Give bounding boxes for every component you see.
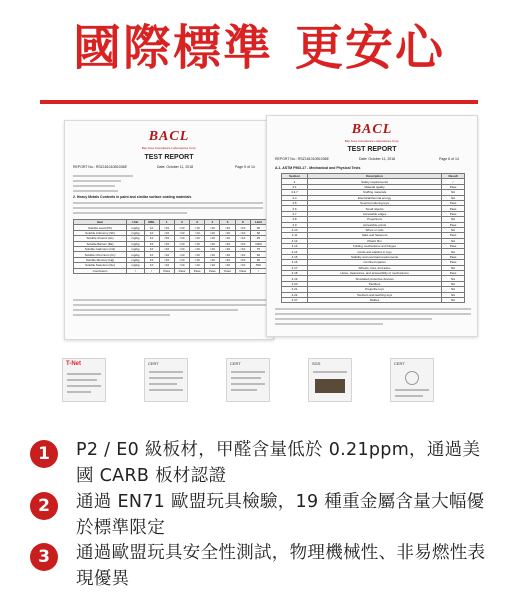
table-cell: Soluble Mercury (Hg): [74, 257, 127, 262]
column-header: Result: [442, 174, 465, 179]
table-cell: 4.14: [282, 249, 308, 254]
table-cell: Projectile toys: [308, 287, 442, 292]
table-cell: <10: [174, 252, 189, 257]
table-cell: <10: [159, 236, 174, 241]
report-page: Page 6 of 14: [439, 157, 459, 161]
report-title: TEST REPORT: [144, 154, 194, 161]
table-cell: 60: [250, 257, 266, 262]
table-cell: /: [250, 268, 266, 273]
table-cell: 60: [250, 230, 266, 235]
test-report-right: [266, 115, 478, 337]
table-cell: Pass: [442, 271, 465, 276]
bacl-logo: BACL: [148, 129, 190, 144]
table-cell: <10: [220, 252, 235, 257]
footer-lines: [73, 299, 267, 319]
table-cell: Safety requirements: [308, 179, 442, 184]
table-cell: <10: [190, 241, 205, 246]
table-cell: Pass: [159, 268, 174, 273]
table-cell: <10: [190, 230, 205, 235]
table-cell: 4: [282, 179, 308, 184]
table-cell: NA: [442, 297, 465, 302]
table-cell: <10: [205, 241, 220, 246]
table-cell: 4.22: [282, 292, 308, 297]
table-cell: mg/kg: [127, 241, 145, 246]
table-cell: <10: [235, 230, 250, 235]
report-date: Date: October 11, 2018: [157, 165, 194, 169]
column-header: Section: [282, 174, 308, 179]
table-cell: 4.5: [282, 200, 308, 205]
table-cell: Accessible edges: [308, 211, 442, 216]
table-cell: 4.10: [282, 227, 308, 232]
note-lines: [73, 175, 133, 195]
table-cell: <10: [174, 246, 189, 251]
column-header: MDL: [144, 220, 159, 225]
report-number: REPORT No.: RSZ181010B1036E: [73, 165, 127, 169]
bacl-logo: BACL: [351, 122, 393, 137]
table-cell: NA: [442, 190, 465, 195]
table-cell: <10: [220, 241, 235, 246]
table-cell: <10: [220, 225, 235, 230]
table-cell: <10: [235, 241, 250, 246]
table-cell: Soluble Arsenic (As): [74, 236, 127, 241]
table-cell: Soluble Lead (Pb): [74, 225, 127, 230]
table-cell: mg/kg: [127, 257, 145, 262]
table-cell: 4.27: [282, 297, 308, 302]
table-cell: 4.20: [282, 281, 308, 286]
table-cell: Soluble Cadmium (Cd): [74, 246, 127, 251]
table-cell: mg/kg: [127, 236, 145, 241]
table-cell: 10: [144, 241, 159, 246]
headline-part2: 更安心: [295, 20, 446, 76]
table-cell: <10: [190, 225, 205, 230]
report-page: Page 5 of 14: [235, 165, 255, 169]
table-cell: Pass: [442, 200, 465, 205]
table-cell: Nails and fasteners: [308, 233, 442, 238]
bacl-logo-subtitle: Bay Area Compliance Laboratories Corp.: [344, 139, 400, 143]
table-cell: <10: [190, 263, 205, 268]
certificate-thumbnail: [62, 358, 106, 402]
divider: [40, 100, 478, 104]
table-cell: NA: [442, 227, 465, 232]
table-cell: <10: [205, 252, 220, 257]
column-header: Description: [308, 174, 442, 179]
table-cell: Plastic film: [308, 238, 442, 243]
table-cell: <10: [205, 225, 220, 230]
table-cell: Soluble Selenium (Se): [74, 263, 127, 268]
table-cell: <10: [174, 225, 189, 230]
table-cell: <10: [190, 236, 205, 241]
table-cell: mg/kg: [127, 263, 145, 268]
table-cell: Small objects: [308, 206, 442, 211]
table-cell: NA: [442, 217, 465, 222]
thumbnail-label: SGS: [312, 361, 321, 366]
table-cell: Pass: [190, 268, 205, 273]
certificate-thumbnail: [226, 358, 270, 402]
report-title: TEST REPORT: [347, 146, 397, 153]
table-cell: Wires or rods: [308, 227, 442, 232]
table-cell: Soluble Barium (Ba): [74, 241, 127, 246]
table-cell: Pass: [442, 211, 465, 216]
certificate-thumbnail: [390, 358, 434, 402]
table-cell: Sound producing toys: [308, 200, 442, 205]
table-cell: Pass: [442, 222, 465, 227]
table-cell: 4.9: [282, 222, 308, 227]
feature-text: 通過歐盟玩具安全性測試，物理機械性、非易燃性表現優異: [76, 543, 486, 589]
table-cell: Pass: [442, 244, 465, 249]
table-cell: Material quality: [308, 184, 442, 189]
table-cell: <10: [205, 230, 220, 235]
report-number: REPORT No.: RSZ181010B1036E: [275, 157, 329, 161]
column-header: 6: [235, 220, 250, 225]
table-cell: Pass: [442, 184, 465, 189]
table-cell: NA: [442, 287, 465, 292]
table-cell: NA: [442, 238, 465, 243]
table-cell: <10: [205, 263, 220, 268]
table-cell: <10: [235, 257, 250, 262]
table-cell: NA: [442, 292, 465, 297]
table-cell: <10: [205, 246, 220, 251]
table-cell: 4.21: [282, 287, 308, 292]
table-cell: 4.4: [282, 195, 308, 200]
column-header: 3: [190, 220, 205, 225]
table-cell: 75: [250, 246, 266, 251]
table-cell: <10: [159, 230, 174, 235]
table-cell: Stability and overload requirements: [308, 254, 442, 259]
table-cell: <10: [159, 241, 174, 246]
table-cell: <10: [159, 246, 174, 251]
table-cell: <10: [190, 246, 205, 251]
table-cell: mg/kg: [127, 246, 145, 251]
table-cell: 10: [144, 230, 159, 235]
table-cell: Teethers and teething toys: [308, 292, 442, 297]
method-lines: [73, 202, 263, 217]
table-cell: 4.6: [282, 206, 308, 211]
table-cell: <10: [220, 230, 235, 235]
table-cell: NA: [442, 265, 465, 270]
feature-text: 通過 EN71 歐盟玩具檢驗，19 種重金屬含量大幅優於標準限定: [76, 492, 485, 538]
table-cell: <10: [174, 241, 189, 246]
table-cell: <10: [220, 263, 235, 268]
headline: [0, 18, 518, 78]
table-cell: 4.16: [282, 260, 308, 265]
table-cell: <10: [220, 236, 235, 241]
table-cell: 4.1: [282, 184, 308, 189]
table-cell: /: [442, 179, 465, 184]
table-cell: Rattles: [308, 297, 442, 302]
table-cell: NA: [442, 281, 465, 286]
certificate-thumbnail: [308, 358, 352, 402]
table-cell: 1000: [250, 241, 266, 246]
table-cell: <10: [174, 230, 189, 235]
table-cell: Holes, clearances, and accessibility of mechanisms: [308, 271, 442, 276]
table-cell: 10: [144, 263, 159, 268]
column-header: Limit: [250, 220, 266, 225]
table-cell: Soluble Chromium (Cr): [74, 252, 127, 257]
feature-text: P2 / E0 級板材，甲醛含量低於 0.21ppm，通過美國 CARB 板材認證: [76, 440, 481, 486]
table-cell: <10: [174, 236, 189, 241]
table-cell: <10: [159, 257, 174, 262]
column-header: 5: [220, 220, 235, 225]
table-cell: Pass: [442, 233, 465, 238]
table-cell: NA: [442, 276, 465, 281]
table-cell: 10: [144, 252, 159, 257]
table-cell: <10: [159, 263, 174, 268]
table-cell: mg/kg: [127, 230, 145, 235]
certificate-thumbnail: [144, 358, 188, 402]
table-row: [282, 297, 465, 302]
table-row: [74, 268, 267, 273]
table-cell: <10: [220, 257, 235, 262]
table-cell: 4.19: [282, 276, 308, 281]
table-cell: 4.15: [282, 254, 308, 259]
table-cell: /: [144, 268, 159, 273]
thumbnail-label: CERT: [394, 361, 405, 366]
column-header: 2: [174, 220, 189, 225]
table-cell: Pass: [174, 268, 189, 273]
report-date: Date: October 11, 2018: [359, 157, 396, 161]
table-cell: Conclusion: [74, 268, 127, 273]
table-cell: Cords and elastics in toys: [308, 249, 442, 254]
table-cell: Stuffing materials: [308, 190, 442, 195]
section-heading: 2. Heavy Metals Contents in paint and similar surface coating materials: [73, 195, 192, 199]
table-cell: Simulated protective devices: [308, 276, 442, 281]
table-cell: /: [127, 268, 145, 273]
table-cell: 10: [144, 225, 159, 230]
table-cell: Pass: [442, 206, 465, 211]
table-cell: <10: [190, 252, 205, 257]
number-badge: 3: [30, 543, 58, 571]
table-cell: 4.3.7: [282, 190, 308, 195]
table-cell: 4.13: [282, 244, 308, 249]
column-header: Unit: [127, 220, 145, 225]
table-cell: Pass: [220, 268, 235, 273]
heavy-metals-table: [73, 219, 267, 274]
table-cell: 60: [250, 252, 266, 257]
table-cell: <10: [174, 257, 189, 262]
table-cell: <10: [159, 225, 174, 230]
table-cell: 10: [144, 257, 159, 262]
table-cell: Pacifiers: [308, 281, 442, 286]
table-cell: 4.7: [282, 211, 308, 216]
table-cell: mg/kg: [127, 252, 145, 257]
table-cell: Pass: [205, 268, 220, 273]
footer-lines: [275, 308, 471, 328]
section-heading: A.1. ASTM F963-17 - Mechanical and Physical Tests: [275, 166, 361, 170]
table-cell: 25: [250, 236, 266, 241]
table-cell: Soluble Antimony (Sb): [74, 230, 127, 235]
number-badge: 2: [30, 492, 58, 520]
table-cell: 4.18: [282, 271, 308, 276]
table-cell: 500: [250, 263, 266, 268]
certificate-thumbnails: [40, 348, 478, 408]
table-cell: <10: [235, 225, 250, 230]
table-cell: Pass: [442, 254, 465, 259]
table-cell: Confined spaces: [308, 260, 442, 265]
table-cell: <10: [159, 252, 174, 257]
number-badge: 1: [30, 440, 58, 468]
table-cell: <10: [174, 263, 189, 268]
column-header: Item: [74, 220, 127, 225]
table-cell: <10: [220, 246, 235, 251]
table-cell: <10: [235, 263, 250, 268]
column-header: 4: [205, 220, 220, 225]
thumbnail-label: CERT: [230, 361, 241, 366]
table-cell: NA: [442, 249, 465, 254]
thumbnail-label: T-Net: [66, 361, 81, 367]
table-cell: NA: [442, 195, 465, 200]
table-cell: 4.8: [282, 217, 308, 222]
table-cell: Electrical/thermal energy: [308, 195, 442, 200]
table-cell: 10: [144, 236, 159, 241]
table-cell: <10: [190, 257, 205, 262]
table-cell: 4.11: [282, 233, 308, 238]
bacl-logo-subtitle: Bay Area Compliance Laboratories Corp.: [141, 146, 197, 150]
table-cell: Projections: [308, 217, 442, 222]
table-cell: 10: [144, 246, 159, 251]
column-header: 1: [159, 220, 174, 225]
table-cell: <10: [205, 257, 220, 262]
headline-part1: 國際標準: [72, 20, 273, 76]
table-cell: <10: [235, 252, 250, 257]
table-cell: Pass: [442, 260, 465, 265]
thumbnail-label: CERT: [148, 361, 159, 366]
table-cell: 4.17: [282, 265, 308, 270]
table-cell: Pass: [235, 268, 250, 273]
table-cell: 4.12: [282, 238, 308, 243]
table-cell: <10: [235, 246, 250, 251]
table-cell: Accessible points: [308, 222, 442, 227]
table-cell: Folding mechanisms and hinges: [308, 244, 442, 249]
table-cell: mg/kg: [127, 225, 145, 230]
table-cell: <10: [235, 236, 250, 241]
test-report-left: [64, 120, 274, 340]
table-cell: 90: [250, 225, 266, 230]
mechanical-tests-table: [281, 173, 465, 303]
table-cell: <10: [205, 236, 220, 241]
table-cell: Wheels, tires, and axles: [308, 265, 442, 270]
